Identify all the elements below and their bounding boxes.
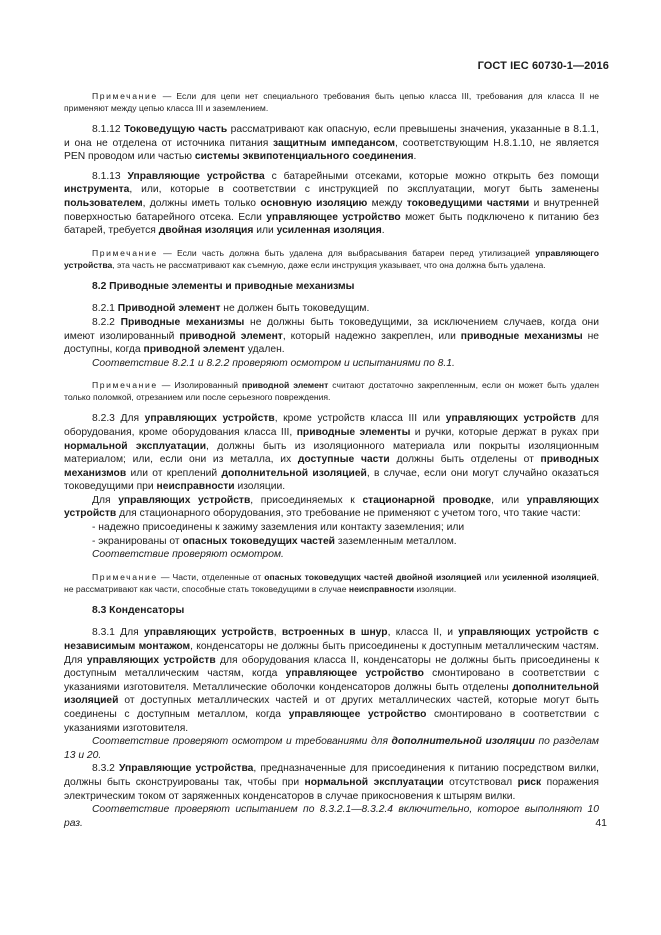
defined-term: неисправности <box>348 583 415 594</box>
defined-term: токоведущими частями <box>406 197 530 209</box>
defined-term: управляющих устройств с независимым монтажом <box>64 627 599 653</box>
defined-term: усиленной изоляцией <box>502 571 597 582</box>
text-run: изоляции. <box>414 583 457 594</box>
defined-term: опасных токоведущих частей <box>182 535 336 547</box>
defined-term: пользователем <box>64 197 143 209</box>
section-heading <box>64 604 599 618</box>
defined-term: приводные механизмы <box>460 330 583 342</box>
text-run: , в случае, если они могут случайно оказаться токоведущими при <box>64 467 599 493</box>
text-run: , или, которые в соответствии с инструкцией по эксплуатации, могут быть заменены <box>129 184 599 196</box>
text-run: или от креплений <box>126 467 222 479</box>
note-label: Примечание <box>92 91 158 101</box>
defined-term: системы эквипотенциального соединения <box>194 151 414 163</box>
defined-term: приводной элемент <box>179 330 283 342</box>
text-run: 8.3.2 <box>92 763 119 775</box>
text-run: . <box>381 225 385 237</box>
note-paragraph <box>64 571 599 595</box>
text-run: , который надежно закреплен, или <box>282 330 461 342</box>
text-run: 8.1.12 <box>92 124 125 135</box>
defined-term: Приводной элемент <box>117 303 221 315</box>
text-run: 8.2.1 <box>92 303 118 315</box>
note-label: Примечание <box>92 571 158 582</box>
text-run: , не рассматривают как части, способные стать токоведущими в случае <box>64 571 599 594</box>
text-run: между <box>367 197 407 209</box>
text-run: , предназначенные для присоединения к питанию посредством вилки, должны быть сконструированы так, чтобы при <box>64 763 600 788</box>
defined-term: Токоведущую часть <box>124 124 228 135</box>
defined-term: управляющее устройство <box>266 211 401 223</box>
defined-term: неисправности <box>156 481 235 493</box>
text-run: 8.3 Конденсаторы <box>92 604 185 616</box>
text-run: по разделам 13 и 20. <box>64 736 599 761</box>
note-label: Примечание <box>92 380 158 391</box>
text-run: , или <box>491 494 527 506</box>
text-paragraph <box>64 521 599 535</box>
defined-term: управляющих устройств <box>86 654 216 666</box>
defined-term: управляющих устройств <box>118 494 251 506</box>
text-run: — Если для цепи нет специального требования быть цепью класса III, требования для класса II не применяют между цепью класса III и заземлением. <box>64 91 599 113</box>
defined-term: приводной элемент <box>143 344 245 356</box>
text-run: 8.3.1 Для <box>92 627 144 639</box>
text-run: — Если часть должна быть удалена для выбрасывания батареи перед утилизацией <box>157 247 536 258</box>
defined-term: усиленная изоляция <box>276 225 382 237</box>
defined-term: дополнительной изоляцией <box>64 681 599 707</box>
defined-term: дополнительной изоляции <box>391 736 535 748</box>
text-run: и ручки, которые держат в руках при <box>410 426 599 438</box>
text-run: - надежно присоединены к зажиму заземления или контакту заземления; или <box>92 522 465 534</box>
defined-term: стационарной проводке <box>362 494 492 506</box>
standard-header: ГОСТ IEC 60730-1—2016 <box>477 60 609 72</box>
text-run: 8.2.3 Для <box>92 413 145 425</box>
defined-term: нормальной эксплуатации <box>304 776 444 788</box>
defined-term: встроенных в шнур <box>281 627 388 639</box>
text-run: — Части, отделенные от <box>157 571 265 582</box>
text-run: изоляции. <box>234 481 286 493</box>
defined-term: дополнительной изоляцией <box>221 467 367 479</box>
text-run: должны быть отделены от <box>389 454 541 466</box>
text-paragraph <box>64 123 599 164</box>
text-run: . <box>413 151 417 163</box>
text-run: не должен быть токоведущим. <box>220 303 370 315</box>
text-run: , присоединяемых к <box>250 494 363 506</box>
text-run: 8.2 Приводные элементы и приводные механизмы <box>92 280 355 292</box>
defined-term: приводные элементы <box>296 426 411 438</box>
text-run: для стационарного оборудования, это требование не применяют с учетом того, что такие части: <box>116 508 581 520</box>
text-run: смонтировано в соответствии с указаниями изготовителя. Металлические оболочки конденсаторов должны быть отделены <box>64 668 600 693</box>
text-paragraph <box>64 357 599 371</box>
text-run: считают достаточно закрепленным, если он может быть удален только поломкой, отрезанием или после серьезного повреждения. <box>64 380 599 403</box>
defined-term: управляющих устройств <box>445 413 576 425</box>
text-run: Соответствие 8.2.1 и 8.2.2 проверяют осмотром и испытаниями по 8.1. <box>92 357 455 369</box>
text-paragraph <box>64 412 599 494</box>
text-run: 8.2.2 <box>92 316 121 328</box>
text-run: удален. <box>244 344 285 356</box>
defined-term: риск <box>517 776 542 788</box>
text-run: для оборудования, кроме оборудования класса III, <box>64 413 599 438</box>
text-run: от доступных металлических частей и от других металлических частей, которые могут быть соединены с доступным металлом, когда <box>64 695 599 720</box>
defined-term: управляющих устройств <box>64 494 599 520</box>
text-run: поражения электрическим током от заряженных конденсаторов в случае прикосновения к штырям вилки. <box>64 776 599 802</box>
text-run: , кроме устройств класса III или <box>274 413 446 425</box>
note-paragraph <box>64 90 599 114</box>
text-run: Для <box>92 494 119 506</box>
text-paragraph <box>64 548 599 562</box>
defined-term: доступные части <box>297 454 390 466</box>
text-run: может быть подключено к питанию без батарей, требуется <box>64 211 600 237</box>
text-run: и внутренней поверхностью батарейного отсека. Если <box>64 197 599 223</box>
defined-term: управляющих устройств <box>144 627 274 639</box>
defined-term: приводной элемент <box>242 380 329 391</box>
section-heading <box>64 280 599 294</box>
text-run: не должны быть токоведущими, за исключением случаев, когда они имеют изолированный <box>64 316 599 342</box>
defined-term: управляющее устройство <box>285 668 424 680</box>
text-run: Соответствие проверяют испытанием по 8.3.2.1—8.3.2.4 включительно, которое выполняют 10 раз. <box>64 804 599 829</box>
defined-term: управляющих устройств <box>144 413 275 425</box>
text-run: — Изолированный <box>157 380 243 391</box>
text-paragraph <box>64 626 599 735</box>
text-paragraph <box>64 494 599 521</box>
text-run: Соответствие проверяют осмотром. <box>92 549 284 561</box>
text-run: не доступны, когда <box>64 330 599 356</box>
note-label: Примечание <box>92 247 158 258</box>
defined-term: приводных механизмов <box>64 454 599 479</box>
defined-term: Приводные механизмы <box>120 316 245 328</box>
text-run: , должны быть из изоляционного материала или покрыты изоляционным материалом; или, если они из металла, их <box>64 440 599 466</box>
text-run: , соответствующим Н.8.1.10, не является PEN проводом или частью <box>64 137 599 163</box>
note-paragraph <box>64 247 599 271</box>
text-run: 8.1.13 <box>92 170 128 182</box>
text-run: смонтировано в соответствии с указаниями изготовителя. <box>64 709 599 734</box>
text-paragraph <box>64 316 599 357</box>
text-run: , <box>273 627 282 639</box>
defined-term: Управляющие устройства <box>127 170 265 182</box>
text-paragraph <box>64 803 599 830</box>
defined-term: защитным импедансом <box>273 137 396 149</box>
text-run: , класса II, и <box>387 627 459 639</box>
text-run: рассматривают как опасную, если превышены значения, указанные в 8.1.1, и она не отделена от источника питания <box>64 124 599 149</box>
text-run: отсутствовал <box>443 776 518 788</box>
note-paragraph <box>64 379 599 403</box>
page-body <box>64 90 599 830</box>
text-run: для оборудования класса II, конденсаторы не должны быть присоединены к доступным металлическим частям, когда <box>64 654 599 680</box>
text-paragraph <box>64 535 599 549</box>
defined-term: управляющее устройство <box>288 709 427 720</box>
text-paragraph <box>64 762 599 803</box>
text-run: или <box>481 571 503 582</box>
defined-term: двойная изоляция <box>158 225 254 237</box>
defined-term: управляющего устройства <box>64 247 599 270</box>
text-run: Соответствие проверяют осмотром и требованиями для <box>92 736 392 748</box>
text-run: , эта часть не рассматривают как съемную, даже если инструкция указывает, что она должна быть удалена. <box>112 259 546 270</box>
text-paragraph <box>64 170 599 238</box>
defined-term: опасных токоведущих частей двойной изоляцией <box>264 571 482 582</box>
text-run: , должны иметь только <box>142 197 261 209</box>
text-run: заземленным металлом. <box>335 535 457 547</box>
text-run: - экранированы от <box>92 535 183 547</box>
text-paragraph <box>64 735 599 762</box>
defined-term: инструмента <box>64 184 130 196</box>
page-number: 41 <box>595 817 607 829</box>
defined-term: нормальной эксплуатации <box>64 440 207 452</box>
text-paragraph <box>64 302 599 316</box>
defined-term: Управляющие устройства <box>118 763 254 775</box>
text-run: с батарейными отсеками, которые можно открыть без помощи <box>264 170 599 182</box>
defined-term: основную изоляцию <box>260 197 368 209</box>
text-run: или <box>253 225 277 237</box>
text-run: , конденсаторы не должны быть присоединены к доступным металлическим частям. Для <box>64 641 599 666</box>
